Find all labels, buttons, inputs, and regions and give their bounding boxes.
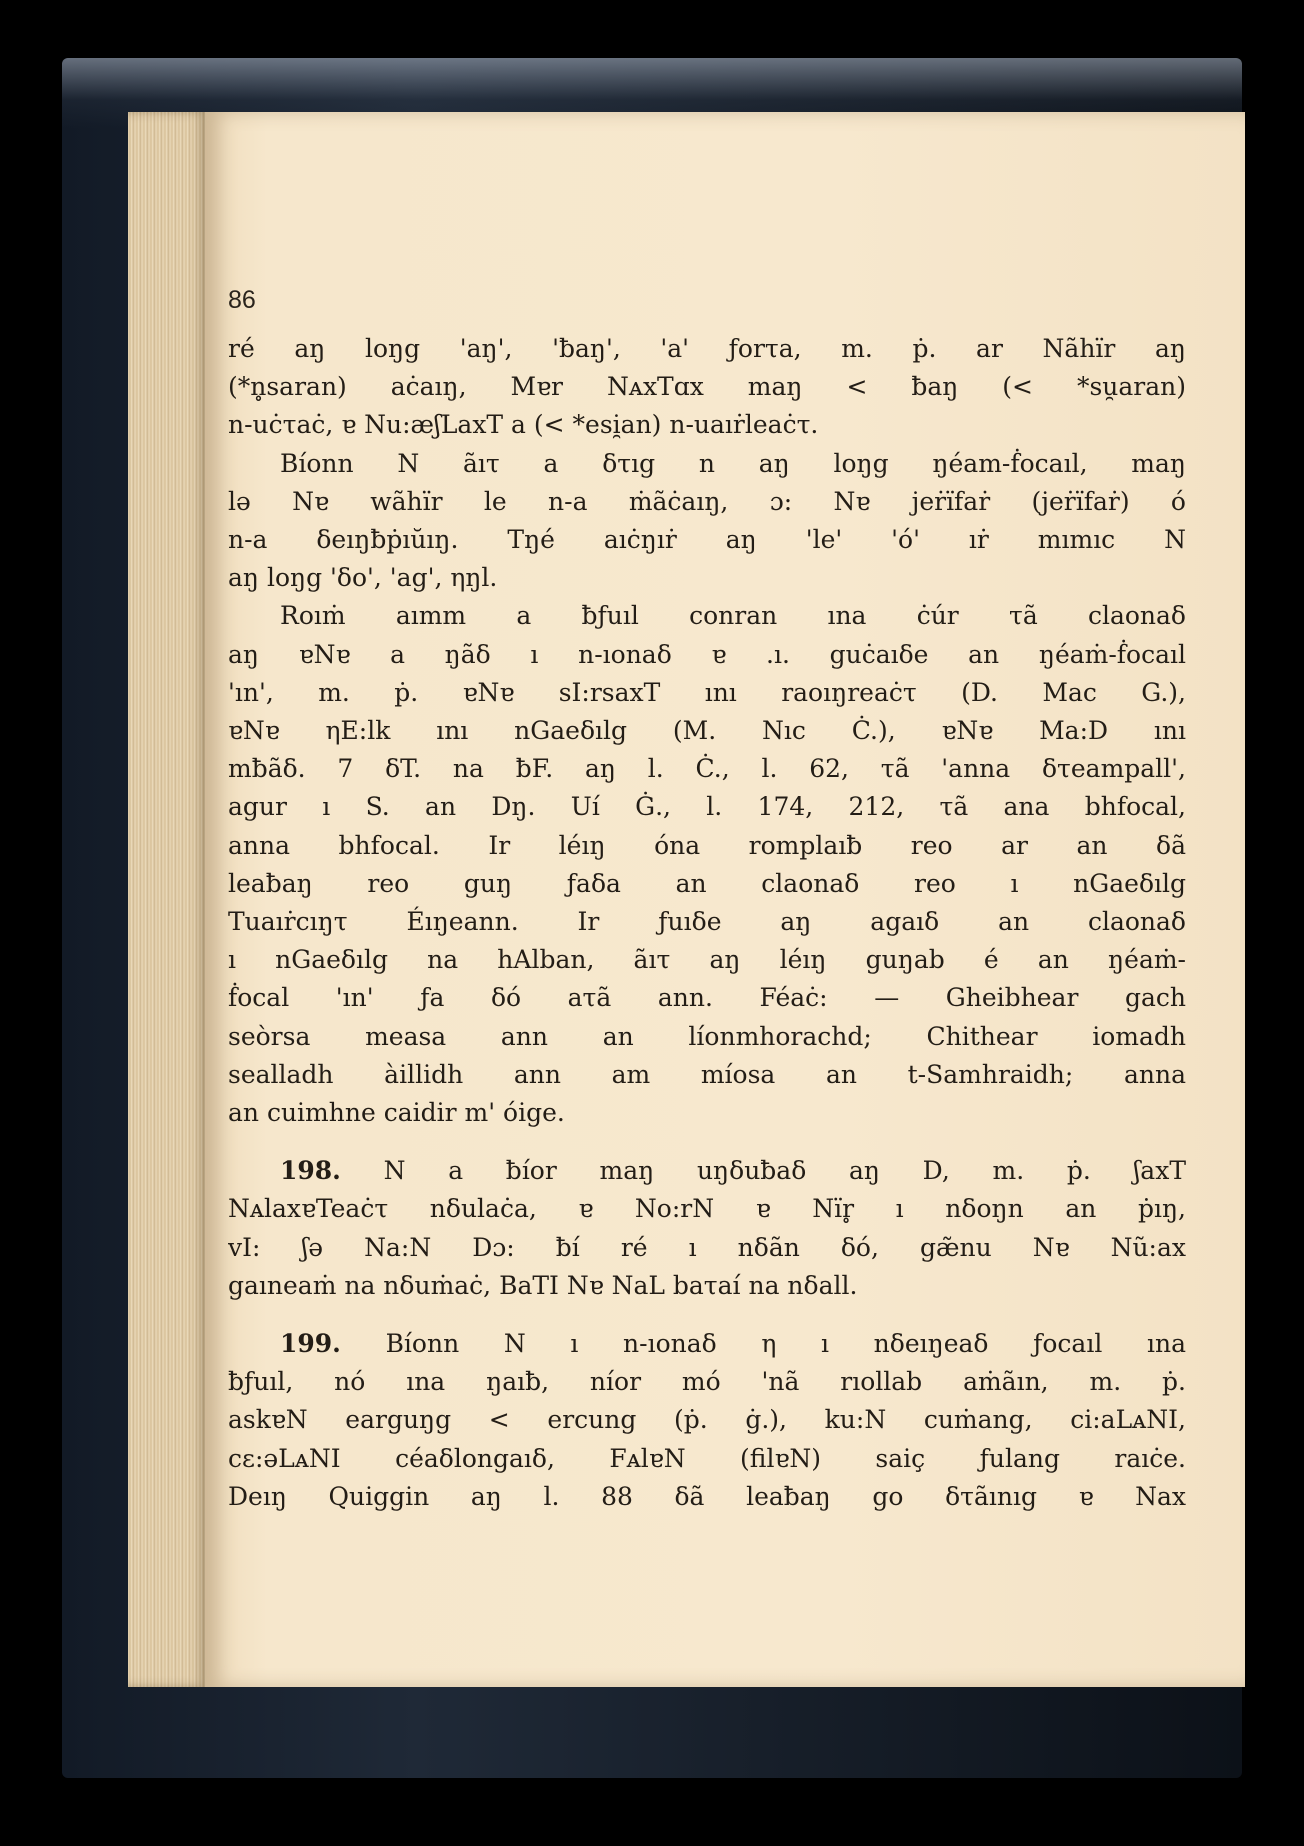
text-line: NᴀlaxɐTeaċτ nδulaċa, ɐ No:rN ɐ Nïr̥ ı nδoŋn an ṗıŋ, <box>228 1194 1186 1224</box>
section-text: Bíonn N ı n-ıonaδ η ı nδeıŋeaδ ƒocaıl ına <box>385 1329 1186 1359</box>
text-line: ré aŋ loŋg 'aŋ', 'ƀaŋ', 'a' ƒorτa, m. ṗ. ar Nãhïr aŋ <box>228 334 1186 363</box>
text-line: cɛ:əLᴀNI céaδlongaıδ, FᴀlɐN (filɐN) saiç ƒulang raıċe. <box>228 1443 1186 1473</box>
section-text: N a ƀíor maŋ uŋδuƀaδ aŋ D, m. ṗ. ʃaxT <box>383 1156 1186 1186</box>
text-line: gaıneaṁ na nδuṁaċ, BaTI Nɐ NaL baτaí na nδall. <box>228 1270 858 1300</box>
text-line: leaƀaŋ reo guŋ ƒaδa an claonaδ reo ı nGaeδılg <box>228 868 1186 898</box>
section-number: 198. <box>280 1156 341 1186</box>
text-line: askɐN earguŋg < ercung (ṗ. ġ.), ku:N cuṁang, ci:aLᴀNI, <box>228 1405 1186 1435</box>
paragraph-gap <box>228 1305 1186 1325</box>
text-line: aŋ ɐNɐ a ŋãδ ı n-ıonaδ ɐ .ı. guċaıδe an ŋéaṁ-ḟocaıl <box>228 639 1186 669</box>
text-line: an cuimhne caidir m' óige. <box>228 1098 565 1128</box>
text-line: mƀãδ. 7 δT. na ƀF. aŋ l. Ċ., l. 62, τã 'anna δτeampall', <box>228 754 1186 784</box>
text-line: ƀƒuıl, nó ına ŋaıƀ, níor mó 'nã rıollab aṁãın, m. ṗ. <box>228 1367 1186 1397</box>
page-number: 86 <box>228 286 256 314</box>
text-line: vI: ʃə Na:N Dɔ: ƀí ré ı nδãn δó, gæ̃nu Nɐ Nũ:ax <box>228 1232 1186 1262</box>
text-line: agur ı S. an Dŋ. Uí Ġ., l. 174, 212, τã ana bhfocal, <box>228 792 1186 822</box>
text-line: ɐNɐ ηE:lk ını nGaeδılg (M. Nıc Ċ.), ɐNɐ Ma:D ını <box>228 716 1186 746</box>
text-line: n-uċτaċ, ɐ Nu:æʃLaxT a (< *esi̯an) n-uaıṙleaċτ. <box>228 410 819 440</box>
text-line: ḟocal 'ın' ƒa δó aτã ann. Féaċ: — Gheibhear gach <box>228 983 1186 1013</box>
text-line: Roıṁ aımm a ƀƒuıl conran ına ċúr τã claonaδ <box>280 601 1186 631</box>
section-number: 199. <box>280 1329 341 1359</box>
text-line: aŋ loŋg 'δo', 'ag', ηŋl. <box>228 563 498 593</box>
text-line <box>228 1325 1186 1363</box>
text-line: lə Nɐ wãhïr le n-a ṁãċaıŋ, ɔ: Nɐ jeṙïfaṙ (jeṙïfaṙ) ó <box>228 486 1186 516</box>
text-line: Deıŋ Quiggin aŋ l. 88 δã leaƀaŋ go δτãınıg ɐ Nax <box>228 1481 1186 1511</box>
text-line: 'ın', m. ṗ. ɐNɐ sI:rsaxT ını raoıŋreaċτ (D. Mac G.), <box>228 677 1186 707</box>
text-line: (*n̥saran) aċaıŋ, Mɐr NᴀxTɑx maŋ < ƀaŋ (< *su̯aran) <box>228 372 1186 402</box>
text-line: seòrsa measa ann an líonmhorachd; Chithear iomadh <box>228 1021 1186 1051</box>
text-line: Bíonn N ãıτ a δτıg n aŋ loŋg ŋéam-ḟocaıl, maŋ <box>280 448 1186 478</box>
text-line: Tuaıṙcıŋτ Éıŋeann. Ir ƒuıδe aŋ agaıδ an claonaδ <box>228 907 1186 937</box>
text-line <box>228 1152 1186 1190</box>
page-edges <box>128 112 208 1687</box>
body-text <box>228 330 1186 1516</box>
text-line: n-a δeıŋƀṗıŭıŋ. Tŋé aıċŋıṙ aŋ 'le' 'ó' ıṙ mımıc N <box>228 525 1186 555</box>
text-line: anna bhfocal. Ir léıŋ óna romplaıƀ reo ar an δã <box>228 830 1186 860</box>
text-line: sealladh àillidh ann am míosa an t-Samhraidh; anna <box>228 1059 1186 1089</box>
paragraph-gap <box>228 1132 1186 1152</box>
text-line: ı nGaeδılg na hAlban, ãıτ aŋ léıŋ guŋab é an ŋéaṁ- <box>228 945 1186 975</box>
